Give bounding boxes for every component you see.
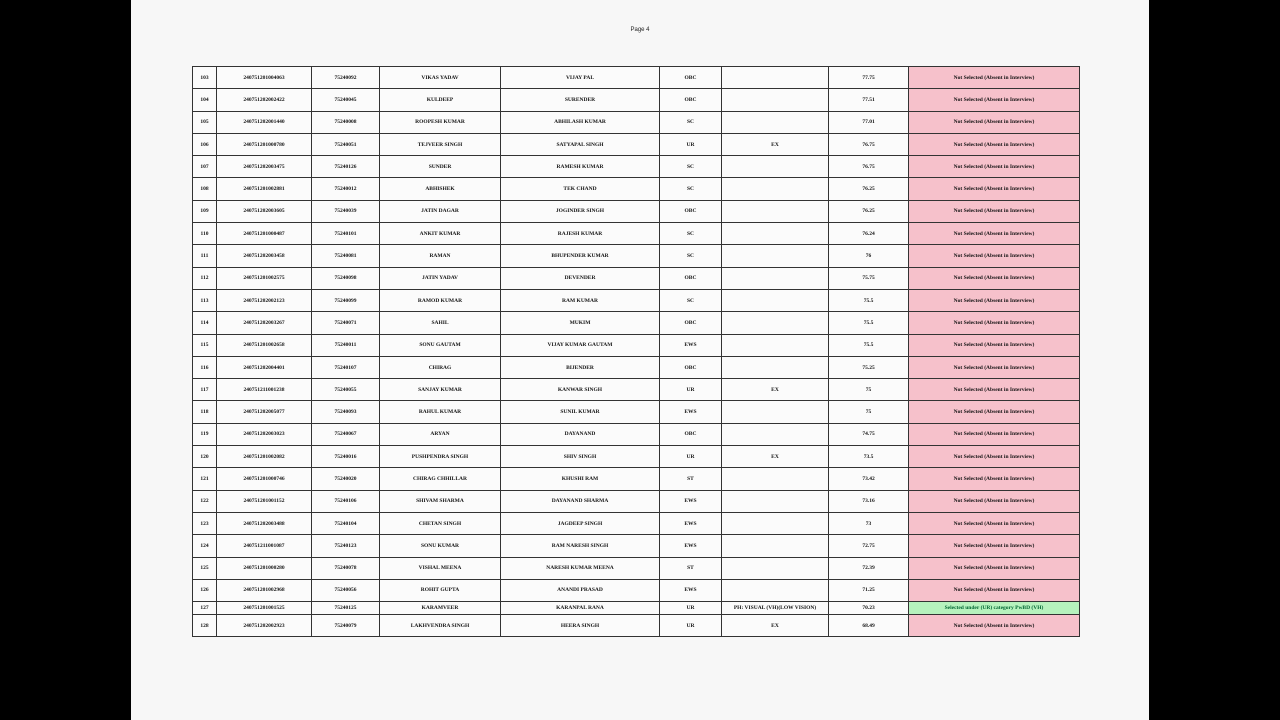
table-row bbox=[193, 312, 1080, 334]
category-cell: EWS bbox=[660, 401, 722, 423]
father-name-cell: DEVENDER bbox=[501, 267, 660, 289]
results-table bbox=[192, 66, 1080, 637]
father-name-cell: NARESH KUMAR MEENA bbox=[501, 557, 660, 579]
registration-number-cell: 240751202004401 bbox=[217, 356, 312, 378]
roll-number-cell: 75240016 bbox=[312, 446, 380, 468]
status-cell: Not Selected (Absent in Interview) bbox=[909, 223, 1080, 245]
candidate-name-cell: ABHISHEK bbox=[380, 178, 501, 200]
category-cell: OBC bbox=[660, 89, 722, 111]
roll-number-cell: 75240008 bbox=[312, 111, 380, 133]
candidate-name-cell: CHIRAG bbox=[380, 356, 501, 378]
father-name-cell: RAJESH KUMAR bbox=[501, 223, 660, 245]
category-cell: ST bbox=[660, 468, 722, 490]
registration-number-cell: 240751201001525 bbox=[217, 602, 312, 615]
marks-cell: 76.75 bbox=[829, 156, 909, 178]
candidate-name-cell: ROHIT GUPTA bbox=[380, 579, 501, 601]
roll-number-cell: 75240126 bbox=[312, 156, 380, 178]
serial-number-cell: 123 bbox=[193, 512, 217, 534]
table-row bbox=[193, 334, 1080, 356]
marks-cell: 75.75 bbox=[829, 267, 909, 289]
table-row bbox=[193, 178, 1080, 200]
roll-number-cell: 75240045 bbox=[312, 89, 380, 111]
table-row bbox=[193, 200, 1080, 222]
father-name-cell: MUKIM bbox=[501, 312, 660, 334]
serial-number-cell: 118 bbox=[193, 401, 217, 423]
registration-number-cell: 240751201000780 bbox=[217, 133, 312, 155]
father-name-cell: KARANPAL RANA bbox=[501, 602, 660, 615]
roll-number-cell: 75240071 bbox=[312, 312, 380, 334]
status-cell: Not Selected (Absent in Interview) bbox=[909, 468, 1080, 490]
status-cell: Not Selected (Absent in Interview) bbox=[909, 89, 1080, 111]
status-cell: Not Selected (Absent in Interview) bbox=[909, 535, 1080, 557]
status-cell: Not Selected (Absent in Interview) bbox=[909, 615, 1080, 637]
status-cell: Selected under (UR) category PwBD (VH) bbox=[909, 602, 1080, 615]
marks-cell: 75.5 bbox=[829, 312, 909, 334]
table-row bbox=[193, 67, 1080, 89]
special-category-cell bbox=[722, 111, 829, 133]
registration-number-cell: 240751201002575 bbox=[217, 267, 312, 289]
marks-cell: 73.42 bbox=[829, 468, 909, 490]
category-cell: ST bbox=[660, 557, 722, 579]
special-category-cell bbox=[722, 423, 829, 445]
table-row bbox=[193, 267, 1080, 289]
special-category-cell bbox=[722, 468, 829, 490]
candidate-name-cell: PUSHPENDRA SINGH bbox=[380, 446, 501, 468]
table-row bbox=[193, 356, 1080, 378]
special-category-cell: EX bbox=[722, 615, 829, 637]
registration-number-cell: 240751202003605 bbox=[217, 200, 312, 222]
special-category-cell bbox=[722, 512, 829, 534]
marks-cell: 76.75 bbox=[829, 133, 909, 155]
serial-number-cell: 115 bbox=[193, 334, 217, 356]
father-name-cell: TEK CHAND bbox=[501, 178, 660, 200]
registration-number-cell: 240751202001440 bbox=[217, 111, 312, 133]
table-row bbox=[193, 223, 1080, 245]
roll-number-cell: 75240101 bbox=[312, 223, 380, 245]
category-cell: EWS bbox=[660, 334, 722, 356]
roll-number-cell: 75240099 bbox=[312, 289, 380, 311]
father-name-cell: JAGDEEP SINGH bbox=[501, 512, 660, 534]
registration-number-cell: 240751202003267 bbox=[217, 312, 312, 334]
table-row bbox=[193, 579, 1080, 601]
candidate-name-cell: RAHUL KUMAR bbox=[380, 401, 501, 423]
roll-number-cell: 75240020 bbox=[312, 468, 380, 490]
category-cell: UR bbox=[660, 446, 722, 468]
candidate-name-cell: KARAMVEER bbox=[380, 602, 501, 615]
roll-number-cell: 75240098 bbox=[312, 267, 380, 289]
candidate-name-cell: SANJAY KUMAR bbox=[380, 379, 501, 401]
category-cell: OBC bbox=[660, 356, 722, 378]
serial-number-cell: 105 bbox=[193, 111, 217, 133]
category-cell: OBC bbox=[660, 67, 722, 89]
registration-number-cell: 240751202002923 bbox=[217, 615, 312, 637]
registration-number-cell: 240751201002968 bbox=[217, 579, 312, 601]
marks-cell: 72.75 bbox=[829, 535, 909, 557]
status-cell: Not Selected (Absent in Interview) bbox=[909, 446, 1080, 468]
registration-number-cell: 240751202005077 bbox=[217, 401, 312, 423]
candidate-name-cell: VISHAL MEENA bbox=[380, 557, 501, 579]
candidate-name-cell: CHETAN SINGH bbox=[380, 512, 501, 534]
father-name-cell: SHIV SINGH bbox=[501, 446, 660, 468]
status-cell: Not Selected (Absent in Interview) bbox=[909, 356, 1080, 378]
status-cell: Not Selected (Absent in Interview) bbox=[909, 401, 1080, 423]
serial-number-cell: 127 bbox=[193, 602, 217, 615]
candidate-name-cell: TEJVEER SINGH bbox=[380, 133, 501, 155]
candidate-name-cell: JATIN DAGAR bbox=[380, 200, 501, 222]
registration-number-cell: 240751202002422 bbox=[217, 89, 312, 111]
father-name-cell: RAM NARESH SINGH bbox=[501, 535, 660, 557]
serial-number-cell: 119 bbox=[193, 423, 217, 445]
marks-cell: 77.01 bbox=[829, 111, 909, 133]
special-category-cell: EX bbox=[722, 133, 829, 155]
status-cell: Not Selected (Absent in Interview) bbox=[909, 579, 1080, 601]
special-category-cell: EX bbox=[722, 446, 829, 468]
father-name-cell: HEERA SINGH bbox=[501, 615, 660, 637]
roll-number-cell: 75240092 bbox=[312, 67, 380, 89]
serial-number-cell: 109 bbox=[193, 200, 217, 222]
registration-number-cell: 240751201002881 bbox=[217, 178, 312, 200]
marks-cell: 68.49 bbox=[829, 615, 909, 637]
category-cell: UR bbox=[660, 602, 722, 615]
table-row bbox=[193, 289, 1080, 311]
candidate-name-cell: CHIRAG CHHILLAR bbox=[380, 468, 501, 490]
status-cell: Not Selected (Absent in Interview) bbox=[909, 312, 1080, 334]
special-category-cell bbox=[722, 267, 829, 289]
special-category-cell bbox=[722, 89, 829, 111]
special-category-cell bbox=[722, 557, 829, 579]
special-category-cell bbox=[722, 200, 829, 222]
candidate-name-cell: SUNDER bbox=[380, 156, 501, 178]
candidate-name-cell: ANKIT KUMAR bbox=[380, 223, 501, 245]
roll-number-cell: 75240011 bbox=[312, 334, 380, 356]
candidate-name-cell: JATIN YADAV bbox=[380, 267, 501, 289]
marks-cell: 76 bbox=[829, 245, 909, 267]
roll-number-cell: 75240106 bbox=[312, 490, 380, 512]
category-cell: EWS bbox=[660, 490, 722, 512]
roll-number-cell: 75240039 bbox=[312, 200, 380, 222]
document-page bbox=[131, 0, 1149, 720]
candidate-name-cell: LAKHVENDRA SINGH bbox=[380, 615, 501, 637]
special-category-cell bbox=[722, 67, 829, 89]
registration-number-cell: 240751201000746 bbox=[217, 468, 312, 490]
table-row bbox=[193, 446, 1080, 468]
special-category-cell bbox=[722, 535, 829, 557]
marks-cell: 77.75 bbox=[829, 67, 909, 89]
category-cell: SC bbox=[660, 245, 722, 267]
table-row bbox=[193, 133, 1080, 155]
candidate-name-cell: SHIVAM SHARMA bbox=[380, 490, 501, 512]
category-cell: SC bbox=[660, 156, 722, 178]
serial-number-cell: 117 bbox=[193, 379, 217, 401]
category-cell: SC bbox=[660, 111, 722, 133]
roll-number-cell: 75240104 bbox=[312, 512, 380, 534]
table-row bbox=[193, 602, 1080, 615]
roll-number-cell: 75240012 bbox=[312, 178, 380, 200]
table-row bbox=[193, 512, 1080, 534]
registration-number-cell: 240751202003023 bbox=[217, 423, 312, 445]
serial-number-cell: 124 bbox=[193, 535, 217, 557]
category-cell: OBC bbox=[660, 423, 722, 445]
category-cell: UR bbox=[660, 615, 722, 637]
serial-number-cell: 104 bbox=[193, 89, 217, 111]
marks-cell: 77.51 bbox=[829, 89, 909, 111]
roll-number-cell: 75240055 bbox=[312, 379, 380, 401]
special-category-cell bbox=[722, 289, 829, 311]
candidate-name-cell: ARYAN bbox=[380, 423, 501, 445]
serial-number-cell: 110 bbox=[193, 223, 217, 245]
serial-number-cell: 121 bbox=[193, 468, 217, 490]
status-cell: Not Selected (Absent in Interview) bbox=[909, 267, 1080, 289]
marks-cell: 76.25 bbox=[829, 200, 909, 222]
father-name-cell: BHUPENDER KUMAR bbox=[501, 245, 660, 267]
marks-cell: 72.39 bbox=[829, 557, 909, 579]
registration-number-cell: 240751201002658 bbox=[217, 334, 312, 356]
status-cell: Not Selected (Absent in Interview) bbox=[909, 557, 1080, 579]
status-cell: Not Selected (Absent in Interview) bbox=[909, 289, 1080, 311]
special-category-cell bbox=[722, 356, 829, 378]
category-cell: SC bbox=[660, 289, 722, 311]
candidate-name-cell: RAMOD KUMAR bbox=[380, 289, 501, 311]
candidate-name-cell: SAHIL bbox=[380, 312, 501, 334]
special-category-cell bbox=[722, 223, 829, 245]
special-category-cell bbox=[722, 334, 829, 356]
marks-cell: 73.16 bbox=[829, 490, 909, 512]
father-name-cell: DAYANAND SHARMA bbox=[501, 490, 660, 512]
marks-cell: 75.5 bbox=[829, 334, 909, 356]
marks-cell: 71.25 bbox=[829, 579, 909, 601]
category-cell: EWS bbox=[660, 512, 722, 534]
father-name-cell: RAMESH KUMAR bbox=[501, 156, 660, 178]
father-name-cell: SATYAPAL SINGH bbox=[501, 133, 660, 155]
serial-number-cell: 116 bbox=[193, 356, 217, 378]
serial-number-cell: 112 bbox=[193, 267, 217, 289]
roll-number-cell: 75240056 bbox=[312, 579, 380, 601]
page-number: Page 4 bbox=[630, 27, 650, 33]
serial-number-cell: 128 bbox=[193, 615, 217, 637]
father-name-cell: DAYANAND bbox=[501, 423, 660, 445]
table-row bbox=[193, 245, 1080, 267]
status-cell: Not Selected (Absent in Interview) bbox=[909, 334, 1080, 356]
registration-number-cell: 240751201004063 bbox=[217, 67, 312, 89]
father-name-cell: SURENDER bbox=[501, 89, 660, 111]
registration-number-cell: 240751201000280 bbox=[217, 557, 312, 579]
candidate-name-cell: ROOPESH KUMAR bbox=[380, 111, 501, 133]
father-name-cell: KANWAR SINGH bbox=[501, 379, 660, 401]
registration-number-cell: 240751201002082 bbox=[217, 446, 312, 468]
father-name-cell: ANANDI PRASAD bbox=[501, 579, 660, 601]
marks-cell: 75.25 bbox=[829, 356, 909, 378]
marks-cell: 70.23 bbox=[829, 602, 909, 615]
special-category-cell bbox=[722, 401, 829, 423]
father-name-cell: SUNIL KUMAR bbox=[501, 401, 660, 423]
status-cell: Not Selected (Absent in Interview) bbox=[909, 245, 1080, 267]
marks-cell: 75 bbox=[829, 379, 909, 401]
marks-cell: 76.24 bbox=[829, 223, 909, 245]
status-cell: Not Selected (Absent in Interview) bbox=[909, 423, 1080, 445]
table-row bbox=[193, 423, 1080, 445]
serial-number-cell: 111 bbox=[193, 245, 217, 267]
marks-cell: 75 bbox=[829, 401, 909, 423]
roll-number-cell: 75240125 bbox=[312, 602, 380, 615]
special-category-cell: PH: VISUAL (VH)(LOW VISION) bbox=[722, 602, 829, 615]
registration-number-cell: 240751202002123 bbox=[217, 289, 312, 311]
serial-number-cell: 114 bbox=[193, 312, 217, 334]
candidate-name-cell: SONU GAUTAM bbox=[380, 334, 501, 356]
special-category-cell bbox=[722, 490, 829, 512]
father-name-cell: KHUSHI RAM bbox=[501, 468, 660, 490]
results-table-body bbox=[193, 67, 1080, 637]
candidate-name-cell: SONU KUMAR bbox=[380, 535, 501, 557]
registration-number-cell: 240751201000487 bbox=[217, 223, 312, 245]
roll-number-cell: 75240067 bbox=[312, 423, 380, 445]
category-cell: EWS bbox=[660, 579, 722, 601]
serial-number-cell: 103 bbox=[193, 67, 217, 89]
status-cell: Not Selected (Absent in Interview) bbox=[909, 156, 1080, 178]
table-row bbox=[193, 490, 1080, 512]
father-name-cell: BIJENDER bbox=[501, 356, 660, 378]
registration-number-cell: 240751202003488 bbox=[217, 512, 312, 534]
status-cell: Not Selected (Absent in Interview) bbox=[909, 67, 1080, 89]
table-row bbox=[193, 89, 1080, 111]
marks-cell: 74.75 bbox=[829, 423, 909, 445]
status-cell: Not Selected (Absent in Interview) bbox=[909, 133, 1080, 155]
candidate-name-cell: VIKAS YADAV bbox=[380, 67, 501, 89]
serial-number-cell: 120 bbox=[193, 446, 217, 468]
roll-number-cell: 75240093 bbox=[312, 401, 380, 423]
registration-number-cell: 240751202003475 bbox=[217, 156, 312, 178]
table-row bbox=[193, 468, 1080, 490]
category-cell: OBC bbox=[660, 312, 722, 334]
status-cell: Not Selected (Absent in Interview) bbox=[909, 379, 1080, 401]
roll-number-cell: 75240051 bbox=[312, 133, 380, 155]
serial-number-cell: 126 bbox=[193, 579, 217, 601]
candidate-name-cell: KULDEEP bbox=[380, 89, 501, 111]
roll-number-cell: 75240079 bbox=[312, 615, 380, 637]
table-row bbox=[193, 379, 1080, 401]
marks-cell: 73 bbox=[829, 512, 909, 534]
special-category-cell bbox=[722, 156, 829, 178]
serial-number-cell: 108 bbox=[193, 178, 217, 200]
registration-number-cell: 240751201001152 bbox=[217, 490, 312, 512]
status-cell: Not Selected (Absent in Interview) bbox=[909, 200, 1080, 222]
candidate-name-cell: RAMAN bbox=[380, 245, 501, 267]
serial-number-cell: 107 bbox=[193, 156, 217, 178]
roll-number-cell: 75240078 bbox=[312, 557, 380, 579]
table-row bbox=[193, 535, 1080, 557]
special-category-cell bbox=[722, 178, 829, 200]
table-row bbox=[193, 615, 1080, 637]
roll-number-cell: 75240107 bbox=[312, 356, 380, 378]
roll-number-cell: 75240081 bbox=[312, 245, 380, 267]
father-name-cell: VIJAY KUMAR GAUTAM bbox=[501, 334, 660, 356]
category-cell: EWS bbox=[660, 535, 722, 557]
serial-number-cell: 122 bbox=[193, 490, 217, 512]
serial-number-cell: 106 bbox=[193, 133, 217, 155]
category-cell: UR bbox=[660, 133, 722, 155]
father-name-cell: VIJAY PAL bbox=[501, 67, 660, 89]
serial-number-cell: 113 bbox=[193, 289, 217, 311]
table-row bbox=[193, 156, 1080, 178]
special-category-cell bbox=[722, 312, 829, 334]
special-category-cell bbox=[722, 579, 829, 601]
category-cell: OBC bbox=[660, 200, 722, 222]
roll-number-cell: 75240123 bbox=[312, 535, 380, 557]
status-cell: Not Selected (Absent in Interview) bbox=[909, 178, 1080, 200]
father-name-cell: RAM KUMAR bbox=[501, 289, 660, 311]
table-row bbox=[193, 401, 1080, 423]
father-name-cell: ABHILASH KUMAR bbox=[501, 111, 660, 133]
category-cell: OBC bbox=[660, 267, 722, 289]
status-cell: Not Selected (Absent in Interview) bbox=[909, 512, 1080, 534]
father-name-cell: JOGINDER SINGH bbox=[501, 200, 660, 222]
serial-number-cell: 125 bbox=[193, 557, 217, 579]
registration-number-cell: 240751211001238 bbox=[217, 379, 312, 401]
marks-cell: 75.5 bbox=[829, 289, 909, 311]
marks-cell: 76.25 bbox=[829, 178, 909, 200]
special-category-cell bbox=[722, 245, 829, 267]
table-row bbox=[193, 111, 1080, 133]
special-category-cell: EX bbox=[722, 379, 829, 401]
category-cell: SC bbox=[660, 178, 722, 200]
status-cell: Not Selected (Absent in Interview) bbox=[909, 111, 1080, 133]
registration-number-cell: 240751211001087 bbox=[217, 535, 312, 557]
category-cell: SC bbox=[660, 223, 722, 245]
category-cell: UR bbox=[660, 379, 722, 401]
status-cell: Not Selected (Absent in Interview) bbox=[909, 490, 1080, 512]
registration-number-cell: 240751202003458 bbox=[217, 245, 312, 267]
table-row bbox=[193, 557, 1080, 579]
marks-cell: 73.5 bbox=[829, 446, 909, 468]
